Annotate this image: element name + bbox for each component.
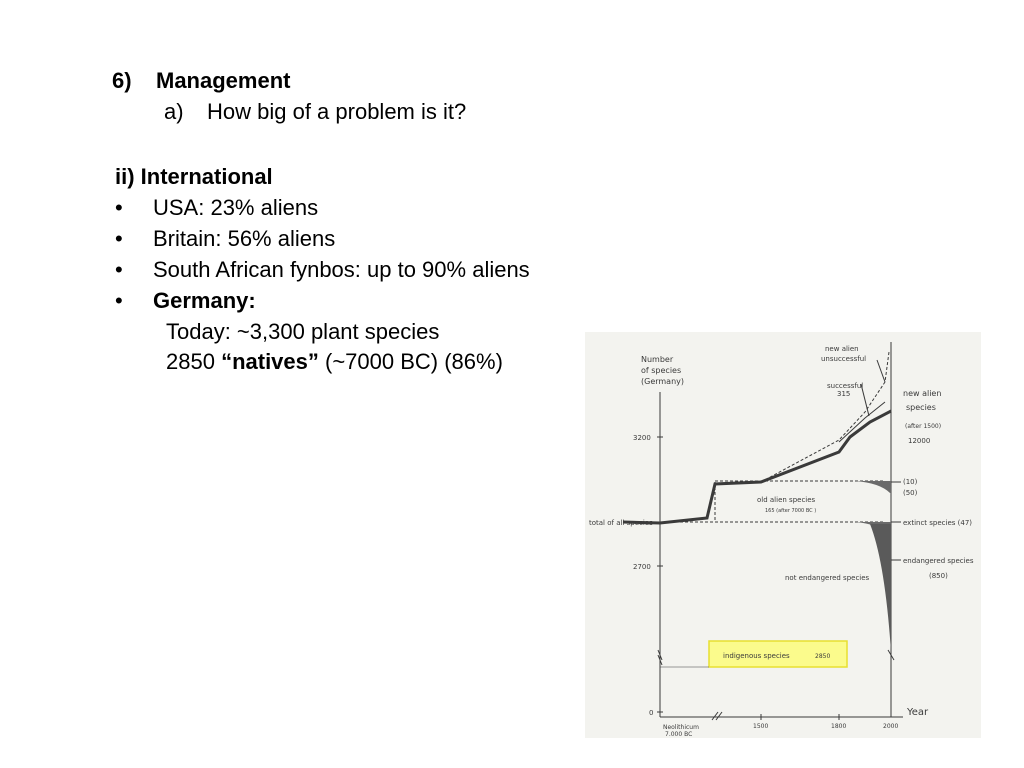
x-tick-2000: 2000: [883, 723, 899, 730]
bullet-britain: Britain: 56% aliens: [153, 226, 336, 251]
extinct-label: extinct species (47): [903, 519, 973, 527]
y-tick-label: 3200: [633, 434, 651, 442]
successful-label: successful: [827, 382, 864, 390]
bullet-fynbos: South African fynbos: up to 90% aliens: [153, 257, 530, 282]
bullet-marker: •: [115, 257, 123, 282]
species-figure: [585, 332, 981, 738]
old-alien-hatch: [855, 481, 891, 494]
heading-number: 6): [112, 68, 132, 93]
section-title: ii) International: [115, 164, 273, 189]
total-label: total of all species: [589, 519, 653, 527]
bullet-marker: •: [115, 226, 123, 251]
x-tick-1500: 1500: [753, 723, 769, 730]
y-axis-title-3: (Germany): [641, 377, 685, 386]
new-alien-species-2: species: [906, 403, 936, 412]
indigenous-label: indigenous species: [723, 652, 790, 660]
unsuccessful-line: [761, 352, 889, 482]
leader-line: [877, 360, 885, 382]
x-tick-neolithicum: Neolithicum: [663, 724, 699, 731]
fifty-label: (50): [903, 489, 918, 497]
heading-title: Management: [156, 68, 291, 93]
germany-today: Today: ~3,300 plant species: [166, 319, 440, 344]
x-tick-7000bc: 7.000 BC: [665, 731, 693, 738]
bullet-usa: USA: 23% aliens: [153, 195, 319, 220]
y-tick-label: 2700: [633, 563, 651, 571]
indigenous-count: 2850: [815, 653, 831, 660]
x-axis-label: Year: [907, 707, 929, 718]
bullet-germany: Germany:: [153, 288, 256, 313]
new-alien-unsuccessful-1: new alien: [825, 345, 859, 353]
endangered-label: endangered species: [903, 557, 974, 565]
subheading-text: How big of a problem is it?: [207, 99, 467, 124]
ten-label: (10): [903, 478, 918, 486]
bullet-marker: •: [115, 195, 123, 220]
germany-natives: [166, 349, 503, 375]
successful-count: 315: [837, 390, 851, 398]
natives-suffix: (~7000 BC) (86%): [318, 349, 503, 374]
subheading-letter: a): [164, 99, 184, 124]
new-alien-species-3: (after 1500): [905, 423, 942, 430]
natives-prefix: 2850: [166, 349, 222, 374]
endangered-hatch: [870, 524, 891, 652]
not-endangered-label: not endangered species: [785, 574, 870, 582]
old-alien-label: old alien species: [757, 496, 816, 504]
y-axis-title-2: of species: [641, 366, 682, 375]
natives-bold: “natives”: [221, 349, 319, 374]
y-axis-title-1: Number: [641, 355, 674, 364]
new-alien-species-1: new alien: [903, 389, 942, 398]
y-tick-label: 0: [649, 709, 654, 717]
new-alien-species-4: 12000: [908, 437, 931, 445]
bullet-marker: •: [115, 288, 123, 313]
old-alien-count: 165 (after 7000 BC ): [765, 508, 817, 514]
endangered-count: (850): [929, 572, 948, 580]
new-alien-unsuccessful-2: unsuccessful: [821, 355, 867, 363]
species-chart: [585, 332, 981, 738]
x-tick-1800: 1800: [831, 723, 847, 730]
successful-line: [839, 402, 885, 442]
